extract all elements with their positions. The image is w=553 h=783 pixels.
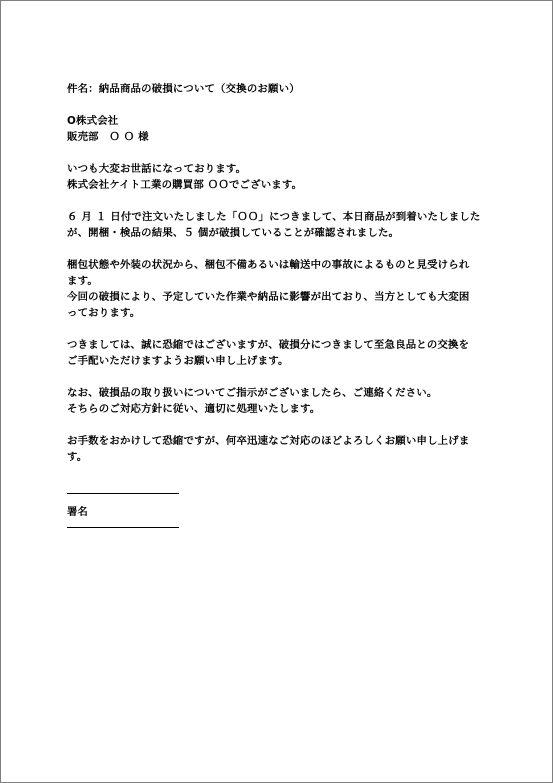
greeting-line-1: いつも大変お世話になっております。 [67, 163, 247, 175]
recipient-company: O株式会社 [67, 115, 119, 127]
closing-line-1: お手数をおかけして恐縮ですが、何卒迅速なご対応のほどよろしくお願い申し上げま [67, 435, 470, 447]
body-paragraph-2-line-4: っております。 [67, 307, 141, 319]
body-paragraph-2-line-3: 今回の破損により、予定していた作業や納品に影響が出ており、当方としても大変困 [67, 291, 470, 303]
recipient-dept: 販売部 Ｏ Ｏ 様 [67, 131, 149, 143]
body-paragraph-3-line-1: つきましては、誠に恐縮ではございますが、破損分につきまして至急良品との交換を [67, 339, 470, 351]
signature-label: 署名 [67, 506, 88, 518]
body-paragraph-1-line-2: が、開梱・検品の結果、５ 個が破損していることが確認されました。 [67, 227, 400, 239]
signature-top-rule [67, 493, 179, 494]
closing-line-2: す。 [67, 451, 88, 463]
body-paragraph-2-line-1: 梱包状態や外装の状況から、梱包不備あるいは輸送中の事故によるものと見受けられ [67, 259, 470, 271]
greeting-line-2: 株式会社ケイト工業の購買部 ＯＯでございます。 [67, 179, 303, 191]
body-paragraph-1-line-1: ６ 月 １ 日付で注文いたしました「ＯＯ」につきまして、本日商品が到着いたしました [67, 211, 481, 223]
body-paragraph-2-line-2: ます。 [67, 275, 98, 287]
signature-bottom-rule [67, 527, 179, 528]
letter-body [67, 81, 501, 465]
body-paragraph-4-line-2: そちらのご対応方針に従い、適切に処理いたします。 [67, 403, 321, 415]
body-paragraph-4-line-1: なお、破損品の取り扱いについてご指示がございましたら、ご連絡ください。 [67, 387, 438, 399]
subject-line: 件名：納品商品の破損について（交換のお願い） [67, 83, 300, 95]
body-paragraph-3-line-2: ご手配いただけますようお願い申し上げます。 [67, 355, 289, 367]
